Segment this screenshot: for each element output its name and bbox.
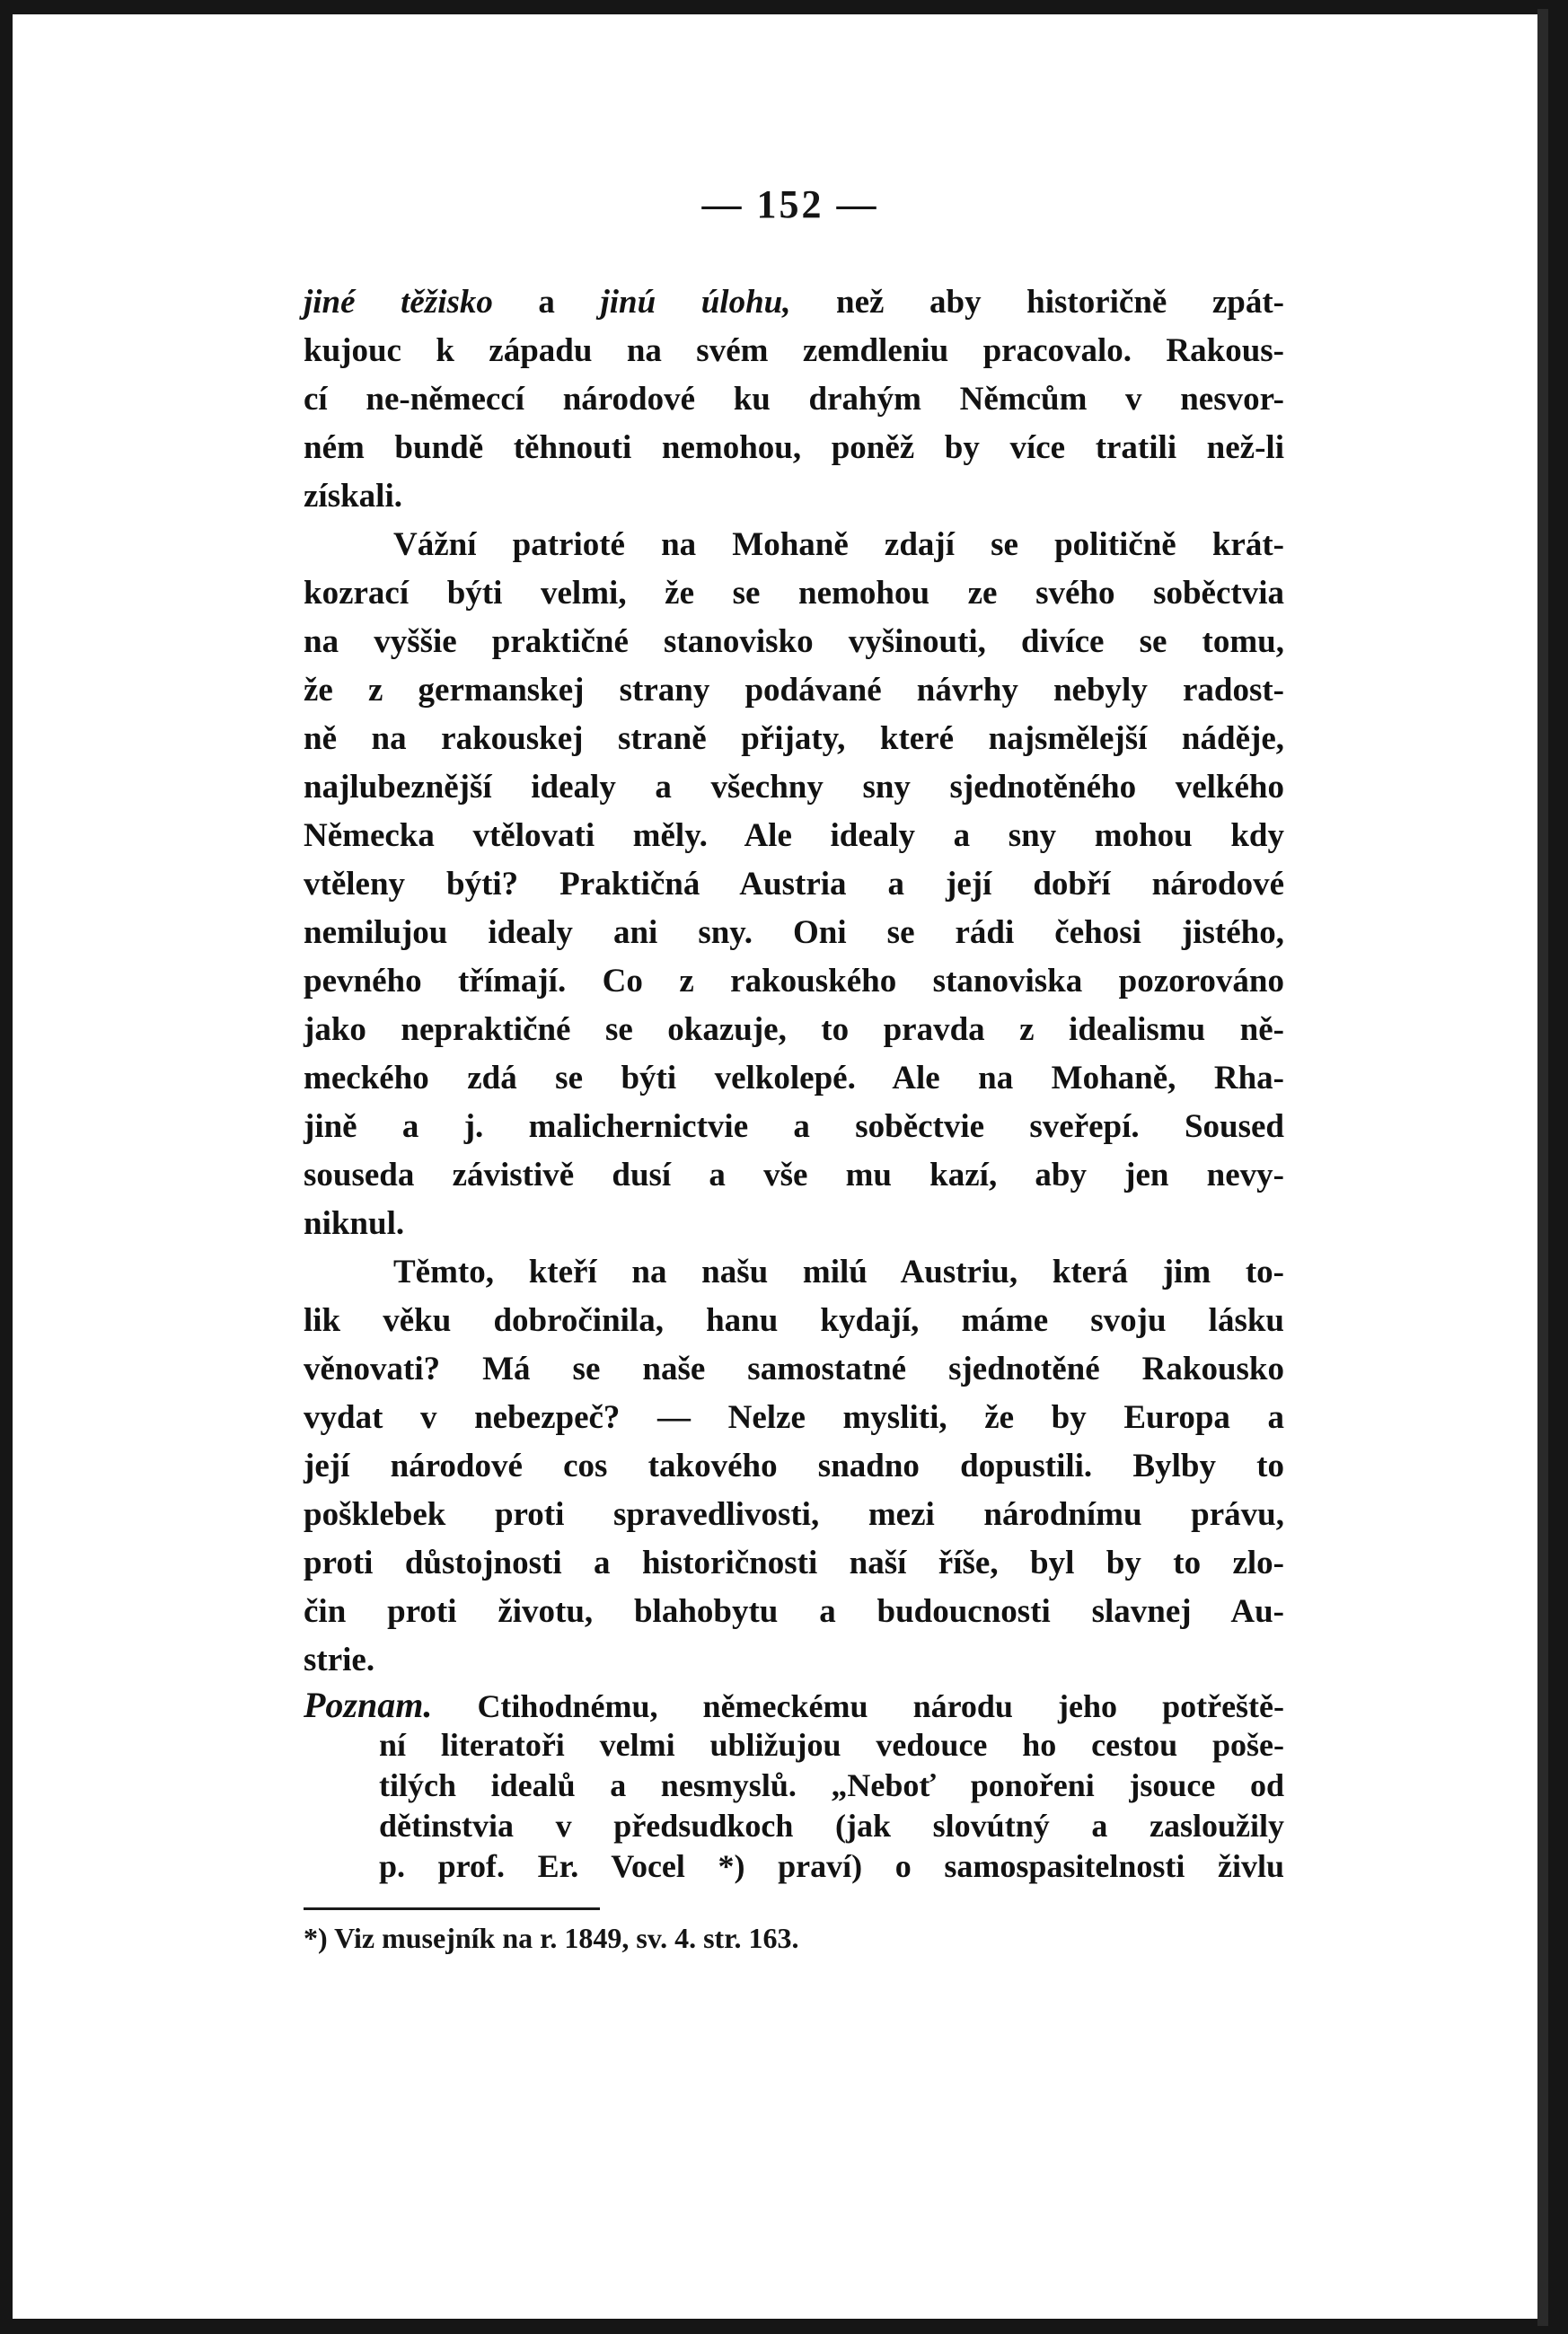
- text-line: [304, 860, 1284, 909]
- text-line: [304, 521, 1284, 569]
- text-line: [304, 1442, 1284, 1491]
- text-line: [304, 1006, 1284, 1054]
- text-line: [304, 1636, 1284, 1685]
- text-line: [304, 957, 1284, 1006]
- note-line: [304, 1685, 1284, 1725]
- text-line: [304, 763, 1284, 812]
- text-segment: kujouc k západu na svém zemdleniu pracovalo. Rakous-: [304, 332, 1284, 369]
- text-segment: vtěleny býti? Praktičná Austria a její dobří národové: [304, 866, 1284, 903]
- text-segment: lik věku dobročinila, hanu kydají, máme svoju lásku: [304, 1302, 1284, 1339]
- text-segment: ném bundě těhnouti nemohou, poněž by více tratili než-li: [304, 429, 1284, 466]
- text-segment: její národové cos takového snadno dopustili. Bylby to: [304, 1448, 1284, 1484]
- text-segment: že z germanskej strany podávané návrhy nebyly radost-: [304, 672, 1284, 709]
- text-line: [304, 618, 1284, 666]
- text-line: [304, 812, 1284, 860]
- text-segment: na vyššie praktičné stanovisko vyšinouti, divíce se tomu,: [304, 623, 1284, 660]
- body-text: [304, 278, 1284, 1685]
- note-label: Poznam.: [304, 1685, 433, 1725]
- text-line: [304, 1200, 1284, 1248]
- text-segment: jině a j. malichernictvie a soběctvie sveřepí. Soused: [304, 1108, 1284, 1145]
- text-segment: čin proti životu, blahobytu a budoucnosti slavnej Au-: [304, 1593, 1284, 1630]
- page-edge-shadow: [1537, 9, 1548, 2326]
- text-segment: Vážní patrioté na Mohaně zdají se političně krát-: [393, 526, 1284, 563]
- text-segment: jako nepraktičné se okazuje, to pravda z idealismu ně-: [304, 1011, 1284, 1048]
- text-segment: a: [492, 284, 601, 321]
- text-line: [304, 666, 1284, 715]
- text-segment: meckého zdá se býti velkolepé. Ale na Mohaně, Rha-: [304, 1060, 1284, 1097]
- text-segment: proti důstojnosti a historičnosti naší říše, byl by to zlo-: [304, 1545, 1284, 1581]
- footnote: *) Viz musejník na r. 1849, sv. 4. str. 163.: [304, 1922, 799, 1954]
- text-line: [304, 1151, 1284, 1200]
- note-paragraph: [304, 1685, 1284, 1887]
- text-segment: nemilujou idealy ani sny. Oni se rádi čehosi jistého,: [304, 914, 1284, 951]
- text-segment: získali.: [304, 478, 402, 515]
- text-line: [304, 424, 1284, 472]
- text-line: [304, 1103, 1284, 1151]
- text-line: [304, 1539, 1284, 1588]
- text-line: [304, 327, 1284, 375]
- text-segment: ně na rakouskej straně přijaty, které najsmělejší náděje,: [304, 720, 1284, 757]
- text-line: [304, 715, 1284, 763]
- text-segment: pevného třímají. Co z rakouského stanoviska pozorováno: [304, 963, 1284, 1000]
- text-line: [304, 1345, 1284, 1394]
- text-segment: věnovati? Má se naše samostatné sjednotěné Rakousko: [304, 1351, 1284, 1387]
- text-segment: kozrací býti velmi, že se nemohou ze svého soběctvia: [304, 575, 1284, 612]
- text-line: [304, 375, 1284, 424]
- text-line: [304, 569, 1284, 618]
- note-text: Ctihodnému, německému národu jeho potřeště-: [477, 1688, 1285, 1724]
- text-line: [304, 1394, 1284, 1442]
- text-segment: Německa vtělovati měly. Ale idealy a sny mohou kdy: [304, 817, 1284, 854]
- text-line: [304, 278, 1284, 327]
- text-line: [304, 909, 1284, 957]
- text-segment: vydat v nebezpeč? — Nelze mysliti, že by Europa a: [304, 1399, 1284, 1436]
- text-segment: niknul.: [304, 1205, 405, 1242]
- note-line: p. prof. Er. Vocel *) praví) o samospasitelnosti živlu: [379, 1848, 1284, 1884]
- text-segment: najlubeznější idealy a všechny sny sjednotěného velkého: [304, 769, 1284, 806]
- text-segment: strie.: [304, 1642, 375, 1678]
- text-line: [304, 1297, 1284, 1345]
- text-segment: než aby historičně zpát-: [790, 284, 1285, 321]
- text-segment: cí ne-němeccí národové ku drahým Němcům v nesvor-: [304, 381, 1284, 418]
- note-line: ní literatoři velmi ubližujou vedouce ho cestou poše-: [379, 1727, 1284, 1763]
- note-line: tilých idealů a nesmyslů. „Neboť ponořeni jsouce od: [379, 1767, 1284, 1803]
- note-line: dětinstvia v předsudkoch (jak slovútný a zasloužily: [379, 1808, 1284, 1844]
- emphasis-text: jinú úlohu,: [600, 284, 791, 321]
- page-number: — 152 —: [701, 182, 879, 226]
- text-line: [304, 1491, 1284, 1539]
- text-line: [304, 472, 1284, 521]
- text-line: [304, 1588, 1284, 1636]
- text-line: [304, 1054, 1284, 1103]
- text-segment: pošklebek proti spravedlivosti, mezi národnímu právu,: [304, 1496, 1284, 1533]
- footnote-rule: [304, 1907, 600, 1910]
- text-line: [304, 1248, 1284, 1297]
- emphasis-text: jiné těžisko: [304, 284, 493, 321]
- text-segment: souseda závistivě dusí a vše mu kazí, aby jen nevy-: [304, 1157, 1284, 1193]
- text-segment: Těmto, kteří na našu milú Austriu, která jim to-: [393, 1254, 1284, 1290]
